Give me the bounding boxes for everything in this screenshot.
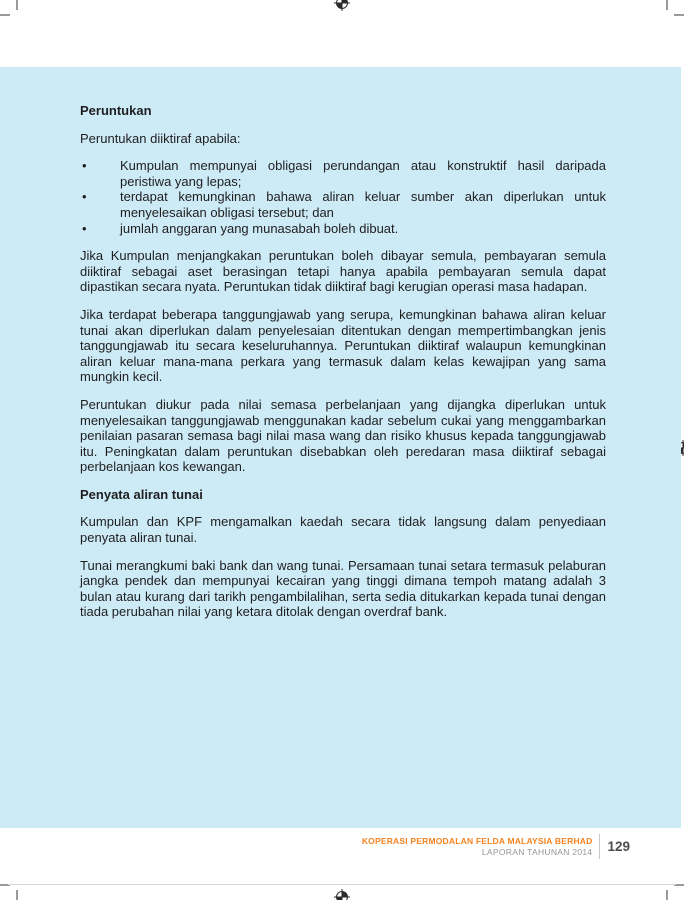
list-item xyxy=(80,221,606,237)
footer-divider xyxy=(599,834,600,859)
paragraph-provisions-1: Jika Kumpulan menjangkakan peruntukan boleh dibayar semula, pembayaran semula diiktiraf sebagai aset berasingan tetapi hanya apabila pembayaran semula dapat dipastikan secara nyata. Peruntukan tidak diiktiraf bagi kerugian operasi masa hadapan. xyxy=(80,248,606,295)
list-item xyxy=(80,158,606,189)
list-item-text: jumlah anggaran yang munasabah boleh dibuat. xyxy=(120,220,399,236)
page-edge-line xyxy=(8,884,676,885)
bullet-icon: • xyxy=(82,158,87,174)
list-item xyxy=(80,189,606,220)
crop-mark-icon xyxy=(674,14,684,16)
body-text-column xyxy=(80,103,606,632)
paragraph-cashflow-2: Tunai merangkumi baki bank dan wang tunai. Persamaan tunai setara termasuk pelaburan jangka pendek dan mempunyai kecairan yang tinggi dimana tempoh matang adalah 3 bulan atau kurang dari tarikh pengambilalihan, serta sedia ditukarkan kepada tunai dengan tiada perubahan nilai yang ketara ditolak dengan overdraf bank. xyxy=(80,557,606,620)
crop-mark-icon xyxy=(16,890,18,900)
paragraph-provisions-2: Jika terdapat beberapa tanggungjawab yang serupa, kemungkinan bahawa aliran keluar tunai akan diperlukan dalam penyelesaian ditentukan dengan mempertimbangkan jenis tanggungjawab itu secara keseluruhannya. Peruntukan diiktiraf walaupun kemungkinan aliran keluar mana-mana perkara yang termasuk dalam kelas kewajipan yang sama mungkin kecil. xyxy=(80,306,606,385)
paragraph-provisions-3: Peruntukan diukur pada nilai semasa perbelanjaan yang dijangka diperlukan untuk menyelesaikan tanggungjawab menggunakan kadar sebelum cukai yang menggambarkan penilaian pasaran semasa bagi nilai masa wang dan risiko khusus kepada tanggungjawab itu. Peningkatan dalam peruntukan disebabkan oleh peredaran masa diiktiraf sebagai perbelanjaan kos kewangan. xyxy=(80,396,606,475)
crop-mark-icon xyxy=(666,0,668,10)
paragraph-intro: Peruntukan diiktiraf apabila: xyxy=(80,130,241,146)
bullet-icon: • xyxy=(82,220,87,236)
page-number: 129 xyxy=(607,839,630,854)
crop-mark-icon xyxy=(0,14,10,16)
list-item-text: Kumpulan mempunyai obligasi perundangan atau konstruktif hasil daripada peristiwa yang lepas; xyxy=(120,158,606,189)
crop-mark-icon xyxy=(16,0,18,10)
bullet-icon: • xyxy=(82,189,87,205)
crop-mark-icon xyxy=(666,890,668,900)
section-heading-provisions: Peruntukan xyxy=(80,103,152,118)
section-heading-cashflow: Penyata aliran tunai xyxy=(80,486,203,502)
registration-mark-icon xyxy=(334,889,350,900)
page-footer xyxy=(362,834,630,859)
registration-mark-icon xyxy=(334,0,350,11)
paragraph-cashflow-1: Kumpulan dan KPF mengamalkan kaedah secara tidak langsung dalam penyediaan penyata aliran tunai. xyxy=(80,514,606,546)
list-item-text: terdapat kemungkinan bahawa aliran keluar sumber akan diperlukan untuk menyelesaikan obligasi tersebut; dan xyxy=(120,189,606,220)
footer-text-block xyxy=(362,836,593,858)
bullet-list xyxy=(80,158,606,236)
footer-company-name: KOPERASI PERMODALAN FELDA MALAYSIA BERHAD xyxy=(361,835,593,846)
footer-report-title: LAPORAN TAHUNAN 2014 xyxy=(481,846,593,857)
